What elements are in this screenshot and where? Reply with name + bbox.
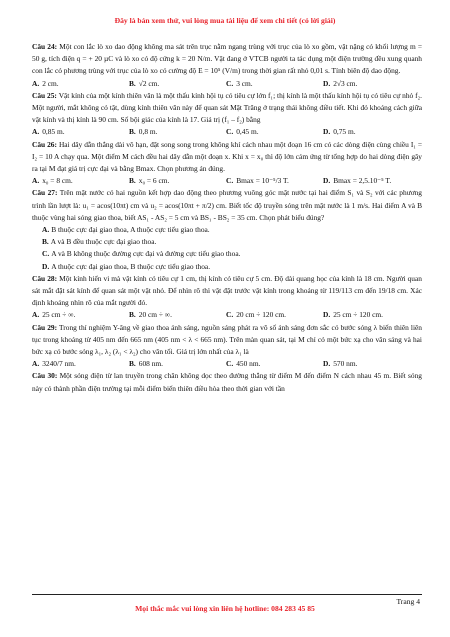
option-key: B.	[129, 310, 136, 320]
option	[32, 261, 422, 273]
option	[32, 224, 422, 236]
question-text: Trên mặt nước có hai nguồn kết hợp dao động theo phương vuông góc mặt nước tại hai điểm S₁ và S₂ với các phương trình lần lượt là: u₁ = acos(10πt) cm và u₂ = acos(10πt + π/2) cm. Biết tốc độ truyền sóng trên mặt nước là 1 m/s. Hai điểm A và B thuộc vùng hai sóng giao thoa, biết AS₁ - AS₂ = 5 cm và BS₁ - BS₂ = 35 cm. Chọn phát biểu đúng?	[32, 188, 423, 222]
option-key: D.	[323, 310, 331, 320]
option-key: B.	[129, 359, 136, 369]
options-row	[32, 358, 422, 370]
preview-banner: Đây là bản xem thử, vui lòng mua tài liệu để xem chi tiết (có lời giải)	[114, 16, 336, 25]
question-label: Câu 29:	[32, 322, 58, 332]
option	[129, 175, 226, 187]
option-key: C.	[226, 78, 234, 88]
option-value: 570 nm.	[333, 359, 358, 369]
option	[129, 78, 226, 90]
question-text: Trong thí nghiệm Y-âng về giao thoa ánh sáng, nguồn sáng phát ra vô số ánh sáng đơn sắc có bước sóng λ biến thiên liên tục trong khoảng từ 405 nm đến 665 nm (405 nm < λ < 665 nm). Trên màn quan sát, tại M chỉ có một bức xạ cho vân sáng và hai bức xạ có bước sóng λ₁, λ₂ (λ₁ < λ₂) cho vân tối. Giá trị lớn nhất của λ₁ là	[32, 322, 423, 357]
option-value: 25 cm ÷ 120 cm.	[333, 310, 384, 320]
option	[323, 78, 420, 90]
option-value: 3 cm.	[236, 78, 253, 88]
option-value: 0,85 m.	[42, 127, 65, 137]
option-key: D.	[323, 176, 331, 186]
option-key: C.	[226, 310, 234, 320]
option-key: C.	[226, 176, 234, 186]
footer-divider	[32, 594, 422, 595]
question-label: Câu 28:	[32, 273, 58, 283]
options-row	[32, 309, 422, 321]
option-key: A.	[42, 225, 50, 235]
option	[32, 358, 129, 370]
option-key: A.	[32, 78, 40, 88]
questions-content	[32, 41, 422, 395]
question-label: Câu 25:	[32, 90, 57, 100]
option-value: Bmax = 10⁻⁵/3 T.	[236, 176, 289, 186]
option-value: A và B không thuộc đường cực đại và đường cực tiểu giao thoa.	[51, 249, 241, 259]
question-text: Hai dây dẫn thẳng dài vô hạn, đặt song song trong không khí cách nhau một đoạn 16 cm có các dòng điện cùng chiều I₁ = I₂ = 10 A chạy qua. Một điểm M cách đều hai dây dẫn một đoạn x. Khi x = x₀ thì độ lớn cảm ứng từ tổng hợp do hai dòng điện gây ra tại M đạt giá trị cực đại và bằng Bmax. Chọn phương án đúng.	[32, 139, 422, 174]
question-label: Câu 30:	[32, 371, 58, 381]
option-key: A.	[32, 127, 40, 137]
option-key: D.	[323, 78, 331, 88]
option-key: B.	[129, 127, 136, 137]
option	[32, 236, 422, 248]
option-key: A.	[32, 359, 40, 369]
question-29	[32, 322, 422, 359]
options-row	[32, 126, 422, 138]
option	[32, 126, 129, 138]
option	[226, 358, 323, 370]
option	[129, 126, 226, 138]
question-label: Câu 27:	[32, 188, 58, 198]
option	[226, 309, 323, 321]
option-value: A thuộc cực đại giao thoa, B thuộc cực tiểu giao thoa.	[51, 261, 211, 271]
option-value: x₀ = 6 cm.	[138, 176, 170, 186]
option	[323, 175, 420, 187]
option-key: C.	[226, 127, 234, 137]
option-key: D.	[42, 261, 50, 271]
hotline-banner: Mọi thắc mắc vui lòng xin liên hệ hotline: 084 283 45 85	[135, 604, 315, 613]
option	[226, 78, 323, 90]
option-key: D.	[323, 359, 331, 369]
page-number: Trang 4	[396, 597, 420, 606]
option	[323, 358, 420, 370]
question-text: Một con lắc lò xo dao động không ma sát trên trục nằm ngang trùng với trục của lò xo gồm, vật nặng có khối lượng m = 50 g, tích điện q = + 20 µC và lò xo có độ cứng k = 20 N/m. Vật đang ở VTCB người ta tác dụng một điện trường đều xung quanh con lắc có phương trùng với trục của lò xo có cường độ E = 10⁵ (V/m) trong thời gian rất nhỏ 0,01 s. Tính biên độ dao động.	[32, 42, 423, 76]
option	[323, 126, 420, 138]
option-value: 2√3 cm.	[333, 78, 358, 88]
option-key: B.	[129, 78, 136, 88]
question-26	[32, 139, 422, 176]
option	[32, 248, 422, 260]
option-value: 3240/7 nm.	[42, 359, 76, 369]
question-text: Một kính hiển vi mà vật kính có tiêu cự 1 cm, thị kính có tiêu cự 5 cm. Độ dài quang học của kính là 18 cm. Người quan sát mắt đặt sát kính để quan sát một vật nhỏ. Để nhìn rõ thì vật đặt trước vật kính trong khoảng từ 119/113 cm đến 19/18 cm. Xác định khoảng nhìn rõ của mắt người đó.	[32, 273, 422, 308]
options-row	[32, 175, 422, 187]
question-27	[32, 187, 422, 224]
option-value: 450 nm.	[236, 359, 261, 369]
option-value: Bmax = 2,5.10⁻⁵ T.	[333, 176, 392, 186]
question-text: Vật kính của một kính thiên văn là một thấu kính hội tụ có tiêu cự lớn f₁; thị kính là một thấu kính hội tụ có tiêu cự nhỏ f₂. Một người, mắt không có tật, dùng kính thiên văn này để quan sát Mặt Trăng ở trạng thái không điều tiết. Khi đó khoảng cách giữa vật kính và thị kính là 90 cm. Số bội giác của kính là 17. Giá trị (f₁ – f₂) bằng	[32, 90, 423, 125]
option-key: D.	[323, 127, 331, 137]
option-value: x₀ = 8 cm.	[42, 176, 73, 186]
option-value: 608 nm.	[138, 359, 164, 369]
option	[32, 78, 129, 90]
option-value: 2 cm.	[42, 78, 59, 88]
option-value: 0,8 m.	[138, 127, 158, 137]
option	[323, 309, 420, 321]
option-key: B.	[42, 237, 49, 247]
question-24	[32, 41, 422, 78]
option-value: 25 cm ÷ ∞.	[42, 310, 76, 320]
option-value: B thuộc cực đại giao thoa, A thuộc cực tiểu giao thoa.	[51, 225, 210, 235]
option-key: C.	[226, 359, 234, 369]
option-key: C.	[42, 249, 50, 259]
question-28	[32, 273, 422, 310]
option-key: B.	[129, 176, 136, 186]
option-value: √2 cm.	[138, 78, 160, 88]
option	[129, 309, 226, 321]
option-value: 0,75 m.	[333, 127, 356, 137]
question-25	[32, 90, 422, 127]
option-value: 20 cm ÷ 120 cm.	[236, 310, 287, 320]
question-30	[32, 370, 422, 394]
option	[226, 126, 323, 138]
option-value: 20 cm ÷ ∞.	[138, 310, 172, 320]
question-text: Một sóng điện từ lan truyền trong chân không dọc theo đường thẳng từ điểm M đến điểm N cách nhau 45 m. Biết sóng này có thành phần điện trường tại mỗi điểm biến thiên điều hòa theo thời gian với tần	[32, 371, 422, 393]
question-label: Câu 24:	[32, 42, 58, 51]
options-row	[32, 78, 422, 90]
option	[32, 175, 129, 187]
option	[129, 358, 226, 370]
option	[226, 175, 323, 187]
option-key: A.	[32, 310, 40, 320]
option-key: A.	[32, 176, 40, 186]
question-label: Câu 26:	[32, 139, 57, 149]
option	[32, 309, 129, 321]
option-value: A và B đều thuộc cực đại giao thoa.	[50, 237, 157, 247]
option-value: 0,45 m.	[236, 127, 259, 137]
